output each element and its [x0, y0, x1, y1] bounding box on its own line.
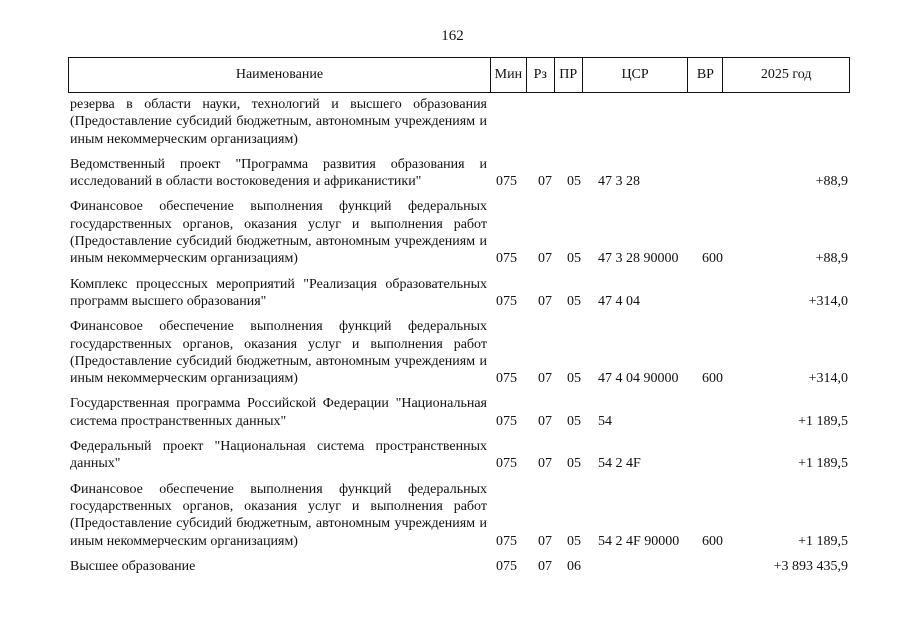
row-pr: 05	[567, 371, 581, 387]
table-row	[70, 558, 850, 575]
row-rz: 07	[538, 558, 552, 574]
row-name: Высшее образование	[70, 558, 196, 574]
header-min: Мин	[491, 58, 527, 92]
table-row	[70, 395, 850, 430]
row-min: 075	[496, 456, 517, 472]
row-pr: 05	[567, 293, 581, 309]
header-year: 2025 год	[760, 67, 812, 82]
row-csr: 47 4 04	[598, 293, 640, 309]
row-min: 075	[496, 413, 517, 429]
header-vr: ВР	[688, 58, 723, 92]
table-row	[70, 318, 850, 387]
row-rz: 07	[538, 251, 552, 267]
page-number: 162	[441, 28, 464, 44]
header-name: Наименование	[69, 58, 491, 92]
row-value: +1 189,5	[798, 533, 848, 549]
row-vr: 600	[702, 371, 723, 387]
row-min: 075	[496, 251, 517, 267]
row-rz: 07	[538, 293, 552, 309]
header-rz: Рз	[527, 58, 555, 92]
row-name: Комплекс процессных мероприятий "Реализация образовательных программ высшего образования"	[70, 276, 487, 309]
row-csr: 54 2 4F	[598, 456, 641, 472]
row-name: резерва в области науки, технологий и высшего образования (Предоставление субсидий бюджетным, автономным учреждениям и иным некоммерческим организациям)	[70, 97, 487, 147]
row-min: 075	[496, 174, 517, 190]
row-pr: 05	[567, 533, 581, 549]
row-csr: 54	[598, 413, 612, 429]
row-csr: 47 3 28	[598, 174, 640, 190]
row-rz: 07	[538, 413, 552, 429]
table-row	[70, 481, 850, 550]
row-name: Финансовое обеспечение выполнения функций федеральных государственных органов, оказания услуг и выполнения работ (Предоставление субсидий бюджетным, автономным учреждениям и иным некоммерческим организациям)	[70, 319, 487, 387]
table-row	[70, 156, 850, 191]
row-rz: 07	[538, 371, 552, 387]
row-pr: 05	[567, 174, 581, 190]
header-csr: ЦСР	[583, 58, 689, 92]
header-pr: ПР	[555, 58, 583, 92]
table-header	[68, 57, 850, 93]
row-value: +1 189,5	[798, 413, 848, 429]
row-name: Государственная программа Российской Федерации "Национальная система пространственных данных"	[70, 396, 487, 429]
row-name: Ведомственный проект "Программа развития образования и исследований в области востоковедения и африканистики"	[70, 156, 487, 190]
row-value: +314,0	[808, 293, 848, 309]
row-rz: 07	[538, 533, 552, 549]
table-row	[70, 438, 850, 473]
row-value: +88,9	[815, 174, 848, 190]
row-value: +88,9	[815, 251, 848, 267]
row-rz: 07	[538, 456, 552, 472]
row-vr: 600	[702, 533, 723, 549]
row-vr: 600	[702, 251, 723, 267]
row-name: Финансовое обеспечение выполнения функций федеральных государственных органов, оказания услуг и выполнения работ (Предоставление субсидий бюджетным, автономным учреждениям и иным некоммерческим организациям)	[70, 199, 487, 267]
row-csr: 47 4 04 90000	[598, 371, 679, 387]
table-row	[70, 96, 850, 148]
table-row	[70, 198, 850, 267]
row-name: Федеральный проект "Национальная система пространственных данных"	[70, 439, 487, 472]
row-value: +3 893 435,9	[773, 558, 848, 574]
row-csr: 47 3 28 90000	[598, 251, 679, 267]
row-value: +314,0	[808, 371, 848, 387]
row-name: Финансовое обеспечение выполнения функций федеральных государственных органов, оказания услуг и выполнения работ (Предоставление субсидий бюджетным, автономным учреждениям и иным некоммерческим организациям)	[70, 481, 487, 549]
row-min: 075	[496, 533, 517, 549]
table-body	[70, 96, 850, 583]
row-pr: 06	[567, 558, 581, 574]
row-value: +1 189,5	[798, 456, 848, 472]
row-min: 075	[496, 371, 517, 387]
row-min: 075	[496, 558, 517, 574]
table-row	[70, 276, 850, 311]
row-pr: 05	[567, 251, 581, 267]
row-pr: 05	[567, 456, 581, 472]
row-min: 075	[496, 293, 517, 309]
row-rz: 07	[538, 174, 552, 190]
row-csr: 54 2 4F 90000	[598, 533, 680, 549]
row-pr: 05	[567, 413, 581, 429]
